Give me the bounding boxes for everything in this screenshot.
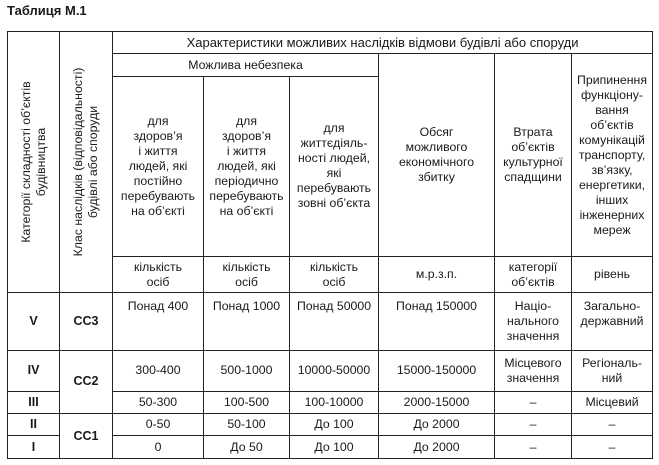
table-caption: Таблиця М.1	[7, 3, 87, 18]
table-row	[8, 350, 653, 391]
value-cell: –	[495, 436, 572, 459]
unit-cell: рівень	[572, 256, 653, 293]
value-cell: 10000-50000	[290, 350, 379, 391]
table-row	[8, 293, 653, 350]
value-cell: –	[572, 436, 653, 459]
value-cell: Місцевого значення	[495, 350, 572, 391]
value-cell: Загально- державний	[572, 293, 653, 350]
value-cell: 2000-15000	[379, 391, 495, 413]
class-cell: СС2	[60, 350, 113, 413]
value-cell: 300-400	[113, 350, 204, 391]
unit-cell: кількість осіб	[290, 256, 379, 293]
value-cell: Понад 50000	[290, 293, 379, 350]
value-cell: –	[495, 414, 572, 436]
header-life-outside: для життєдіяль- ності людей, які перебувають зовні об’єкта	[290, 76, 379, 256]
value-cell: Понад 400	[113, 293, 204, 350]
header-consequences-group: Характеристики можливих наслідків відмови будівлі або споруди	[113, 32, 653, 54]
category-cell: III	[8, 391, 60, 413]
value-cell: –	[495, 391, 572, 413]
value-cell: До 100	[290, 414, 379, 436]
unit-cell: кількість осіб	[113, 256, 204, 293]
class-cell: СС1	[60, 414, 113, 459]
value-cell: Націо- нального значення	[495, 293, 572, 350]
unit-cell: категорії об’єктів	[495, 256, 572, 293]
header-category: Категорії складності об’єктів будівництва	[8, 32, 60, 293]
value-cell: 0	[113, 436, 204, 459]
unit-cell: м.р.з.п.	[379, 256, 495, 293]
value-cell: 500-1000	[204, 350, 290, 391]
class-cell: СС3	[60, 293, 113, 350]
value-cell: Місцевий	[572, 391, 653, 413]
category-cell: IV	[8, 350, 60, 391]
value-cell: До 100	[290, 436, 379, 459]
table-row	[8, 414, 653, 436]
value-cell: 50-100	[204, 414, 290, 436]
value-cell: До 50	[204, 436, 290, 459]
value-cell: 100-500	[204, 391, 290, 413]
header-heritage-loss: Втрата об’єктів культурної спадщини	[495, 54, 572, 256]
category-cell: I	[8, 436, 60, 459]
consequences-table	[7, 31, 653, 459]
value-cell: До 2000	[379, 436, 495, 459]
header-consequence-class: Клас наслідків (відповідальності) будівлі або споруди	[60, 32, 113, 293]
header-infrastructure-stop: Припинення функціону- вання об’єктів комунікацій транспорту, зв’язку, енергетики, інших інженерних мереж	[572, 54, 653, 256]
header-health-permanent: для здоров’я і життя людей, які постійно перебувають на об’єкті	[113, 76, 204, 256]
value-cell: 50-300	[113, 391, 204, 413]
value-cell: Регіональ- ний	[572, 350, 653, 391]
header-possible-danger: Можлива небезпека	[113, 54, 379, 76]
value-cell: 0-50	[113, 414, 204, 436]
header-economic-damage: Обсяг можливого економічного збитку	[379, 54, 495, 256]
value-cell: 15000-150000	[379, 350, 495, 391]
category-cell: V	[8, 293, 60, 350]
value-cell: До 2000	[379, 414, 495, 436]
unit-cell: кількість осіб	[204, 256, 290, 293]
value-cell: Понад 1000	[204, 293, 290, 350]
value-cell: 100-10000	[290, 391, 379, 413]
header-health-periodic: для здоров’я і життя людей, які періодично перебувають на об’єкті	[204, 76, 290, 256]
category-cell: II	[8, 414, 60, 436]
value-cell: –	[572, 414, 653, 436]
value-cell: Понад 150000	[379, 293, 495, 350]
